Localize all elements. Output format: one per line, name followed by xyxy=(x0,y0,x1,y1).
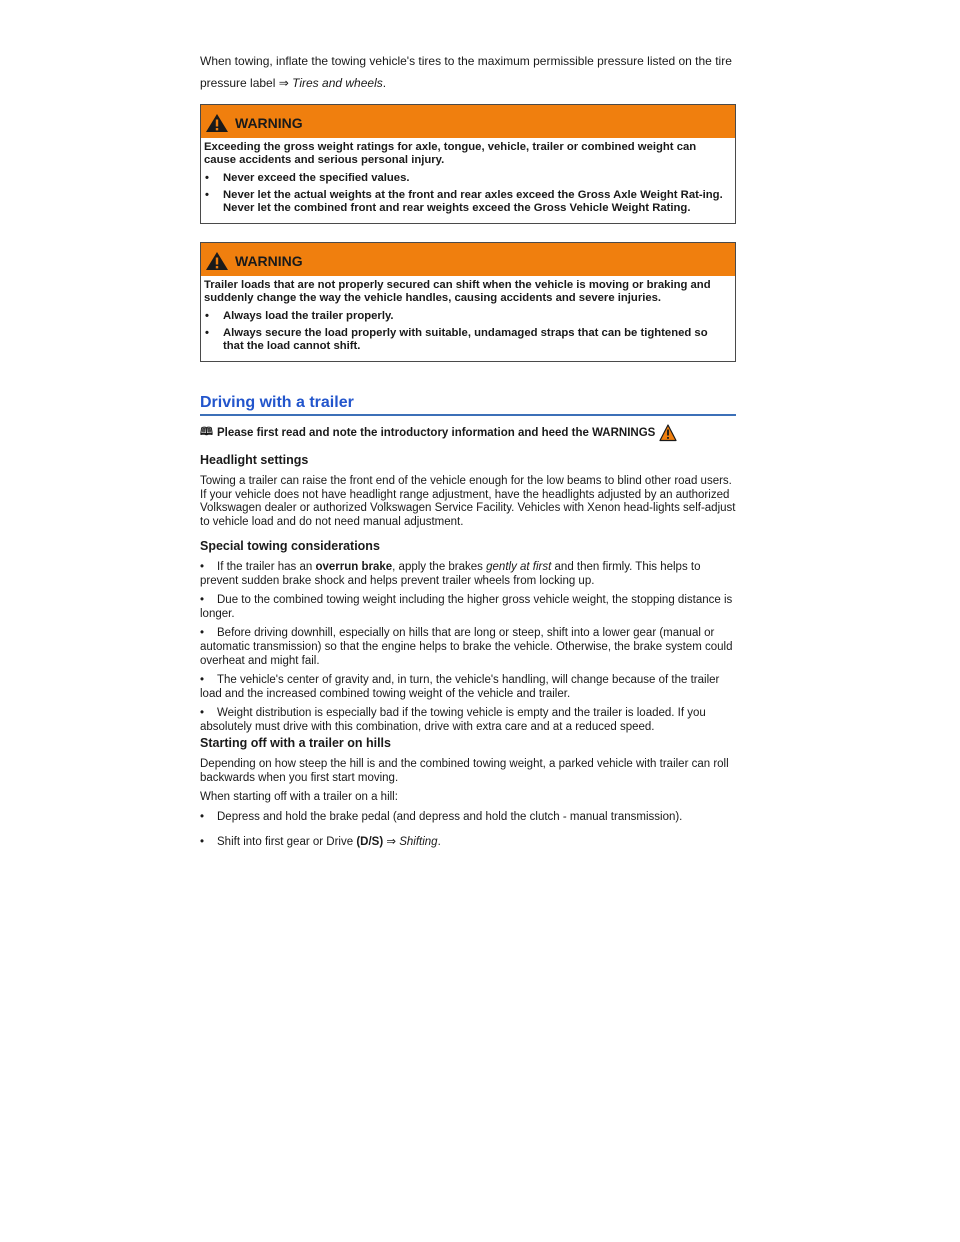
warning-box-loads xyxy=(200,242,736,362)
list-item: • The vehicle's center of gravity and, in turn, the vehicle's handling, will change because of the trailer load and the increased combined towing weight of the vehicle and trailer. xyxy=(200,674,720,700)
headlight-paragraph: Towing a trailer can raise the front end of the vehicle enough for the low beams to blind other road users. If your vehicle does not have headlight range adjustment, have the headlights adjusted by an authorized Volkswagen dealer or authorized Volkswagen Service Facility. Vehicles with Xenon head-lights self-adjust to vehicle load and do not need manual adjustment. xyxy=(200,475,736,528)
read-note: 🕮 Please first read and note the introductory information and heed the WARNINGS xyxy=(200,423,736,442)
warning-triangle-icon xyxy=(205,113,229,133)
hills-heading: Starting off with a trailer on hills xyxy=(200,736,391,750)
warning-triangle-link-icon[interactable] xyxy=(659,424,677,442)
warning-body: Trailer loads that are not properly secured can shift when the vehicle is moving or braking and suddenly change the way the vehicle handles, causing accidents and severe injuries. • Always load the trailer properly. • Always secure the load properly with suitable, undamaged straps that can be tightened so that the load cannot shift. xyxy=(201,276,735,361)
special-towing-list xyxy=(200,561,736,741)
book-icon: 🕮 xyxy=(200,426,213,438)
warning-bullet: • Never let the actual weights at the front and rear axles exceed the Gross Axle Weight Rat-ing. Never let the combined front and rear weights exceed the Gross Vehicle Weight Rating. xyxy=(205,189,723,214)
list-item: • Weight distribution is especially bad if the towing vehicle is empty and the trailer is loaded. If you absolutely must drive with this combination, drive with extra care and at a reduced speed. xyxy=(200,707,706,733)
headlight-heading: Headlight settings xyxy=(200,453,309,467)
list-item: • Shift into first gear or Drive (D/S) ⇒ Shifting. xyxy=(200,835,441,848)
warning-triangle-icon xyxy=(205,251,229,271)
list-item: • If the trailer has an overrun brake, apply the brakes gently at first and then firmly. This helps to prevent sudden brake shock and helps prevent trailer wheels from locking up. xyxy=(200,561,701,587)
intro-paragraph: When towing, inflate the towing vehicle's tires to the maximum permissible pressure listed on the tire pressure label ⇒ Tires and wheels. xyxy=(200,54,732,90)
shifting-link[interactable]: Shifting xyxy=(399,835,438,848)
list-item: • Before driving downhill, especially on hills that are long or steep, shift into a lower gear (manual or automatic transmission) so that the engine helps to brake the vehicle. Otherwise, the brake system could overheat and might fail. xyxy=(200,627,733,667)
link-arrow: ⇒ xyxy=(278,76,289,90)
hills-list xyxy=(200,811,736,855)
warning-bullet: • Always load the trailer properly. xyxy=(205,310,394,322)
section-title: Driving with a trailer xyxy=(200,394,736,416)
link-arrow: ⇒ xyxy=(386,835,397,848)
list-item: • Depress and hold the brake pedal (and depress and hold the clutch - manual transmission). xyxy=(200,811,683,823)
tires-and-wheels-link[interactable]: Tires and wheels xyxy=(292,76,383,90)
hills-paragraph: Depending on how steep the hill is and the combined towing weight, a parked vehicle with trailer can roll backwards when you first start moving. xyxy=(200,758,729,784)
warning-header xyxy=(201,105,735,138)
warning-body: Exceeding the gross weight ratings for axle, tongue, vehicle, trailer or combined weight can cause accidents and serious personal injury. • Never exceed the specified values. • Never let the actual weights at the front and rear axles exceed the Gross Axle Weight Rat-ing. Never let the combined front and rear weights exceed the Gross Vehicle Weight Rating. xyxy=(201,138,735,223)
warning-box-weight xyxy=(200,104,736,224)
warning-label: WARNING xyxy=(235,252,303,269)
warning-header xyxy=(201,243,735,276)
hills-paragraph-2: When starting off with a trailer on a hill: xyxy=(200,791,398,803)
warning-label: WARNING xyxy=(235,114,303,131)
warning-bullet: • Never exceed the specified values. xyxy=(205,172,410,184)
warning-bullet: • Always secure the load properly with suitable, undamaged straps that can be tightened so that the load cannot shift. xyxy=(205,327,708,352)
special-towing-heading: Special towing considerations xyxy=(200,539,380,553)
list-item: • Due to the combined towing weight including the higher gross vehicle weight, the stopping distance is longer. xyxy=(200,594,733,620)
